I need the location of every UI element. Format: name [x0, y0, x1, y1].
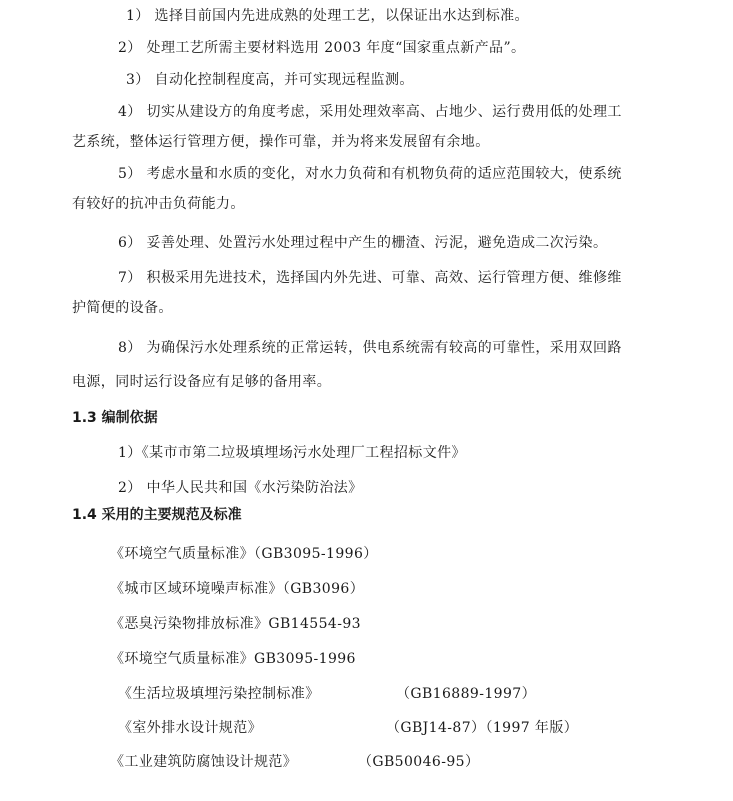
- paragraph-line: 3） 自动化控制程度高，并可实现远程监测。: [126, 72, 414, 88]
- standard-code: （GBJ14-87）（1997 年版）: [386, 720, 579, 736]
- paragraph-line: 6） 妥善处理、处置污水处理过程中产生的栅渣、污泥，避免造成二次污染。: [118, 235, 608, 251]
- paragraph-line: 5） 考虑水量和水质的变化，对水力负荷和有机物负荷的适应范围较大，使系统: [118, 166, 622, 182]
- paragraph-line: 4） 切实从建设方的角度考虑，采用处理效率高、占地少、运行费用低的处理工: [118, 104, 622, 120]
- reference-item: 1）《某市市第二垃圾填埋场污水处理厂工程招标文件》: [118, 445, 466, 461]
- paragraph-line: 8） 为确保污水处理系统的正常运转，供电系统需有较高的可靠性，采用双回路: [118, 340, 622, 356]
- paragraph-line: 护简便的设备。: [72, 300, 173, 316]
- standard-code: （GB50046-95）: [358, 754, 480, 770]
- section-heading: 1.4 采用的主要规范及标准: [72, 507, 242, 523]
- standard-name: 《环境空气质量标准》GB3095-1996: [110, 651, 356, 667]
- standard-name: 《工业建筑防腐蚀设计规范》: [110, 754, 298, 770]
- paragraph-line: 有较好的抗冲击负荷能力。: [72, 196, 245, 212]
- paragraph-line: 电源，同时运行设备应有足够的备用率。: [72, 374, 332, 390]
- standard-name: 《恶臭污染物排放标准》GB14554-93: [110, 616, 361, 632]
- standard-name: 《城市区域环境噪声标准》（GB3096）: [110, 581, 365, 597]
- paragraph-line: 1） 选择目前国内先进成熟的处理工艺，以保证出水达到标准。: [126, 8, 529, 24]
- standard-name: 《生活垃圾填埋污染控制标准》: [118, 686, 320, 702]
- reference-item: 2） 中华人民共和国《水污染防治法》: [118, 480, 363, 496]
- standard-name: 《室外排水设计规范》: [118, 720, 262, 736]
- paragraph-line: 艺系统，整体运行管理方便，操作可靠，并为将来发展留有余地。: [72, 134, 490, 150]
- standard-name: 《环境空气质量标准》（GB3095-1996）: [110, 546, 378, 562]
- section-heading: 1.3 编制依据: [72, 410, 158, 426]
- standard-code: （GB16889-1997）: [396, 686, 536, 702]
- paragraph-line: 2） 处理工艺所需主要材料选用 2003 年度“国家重点新产品”。: [118, 40, 526, 56]
- paragraph-line: 7） 积极采用先进技术，选择国内外先进、可靠、高效、运行管理方便、维修维: [118, 270, 622, 286]
